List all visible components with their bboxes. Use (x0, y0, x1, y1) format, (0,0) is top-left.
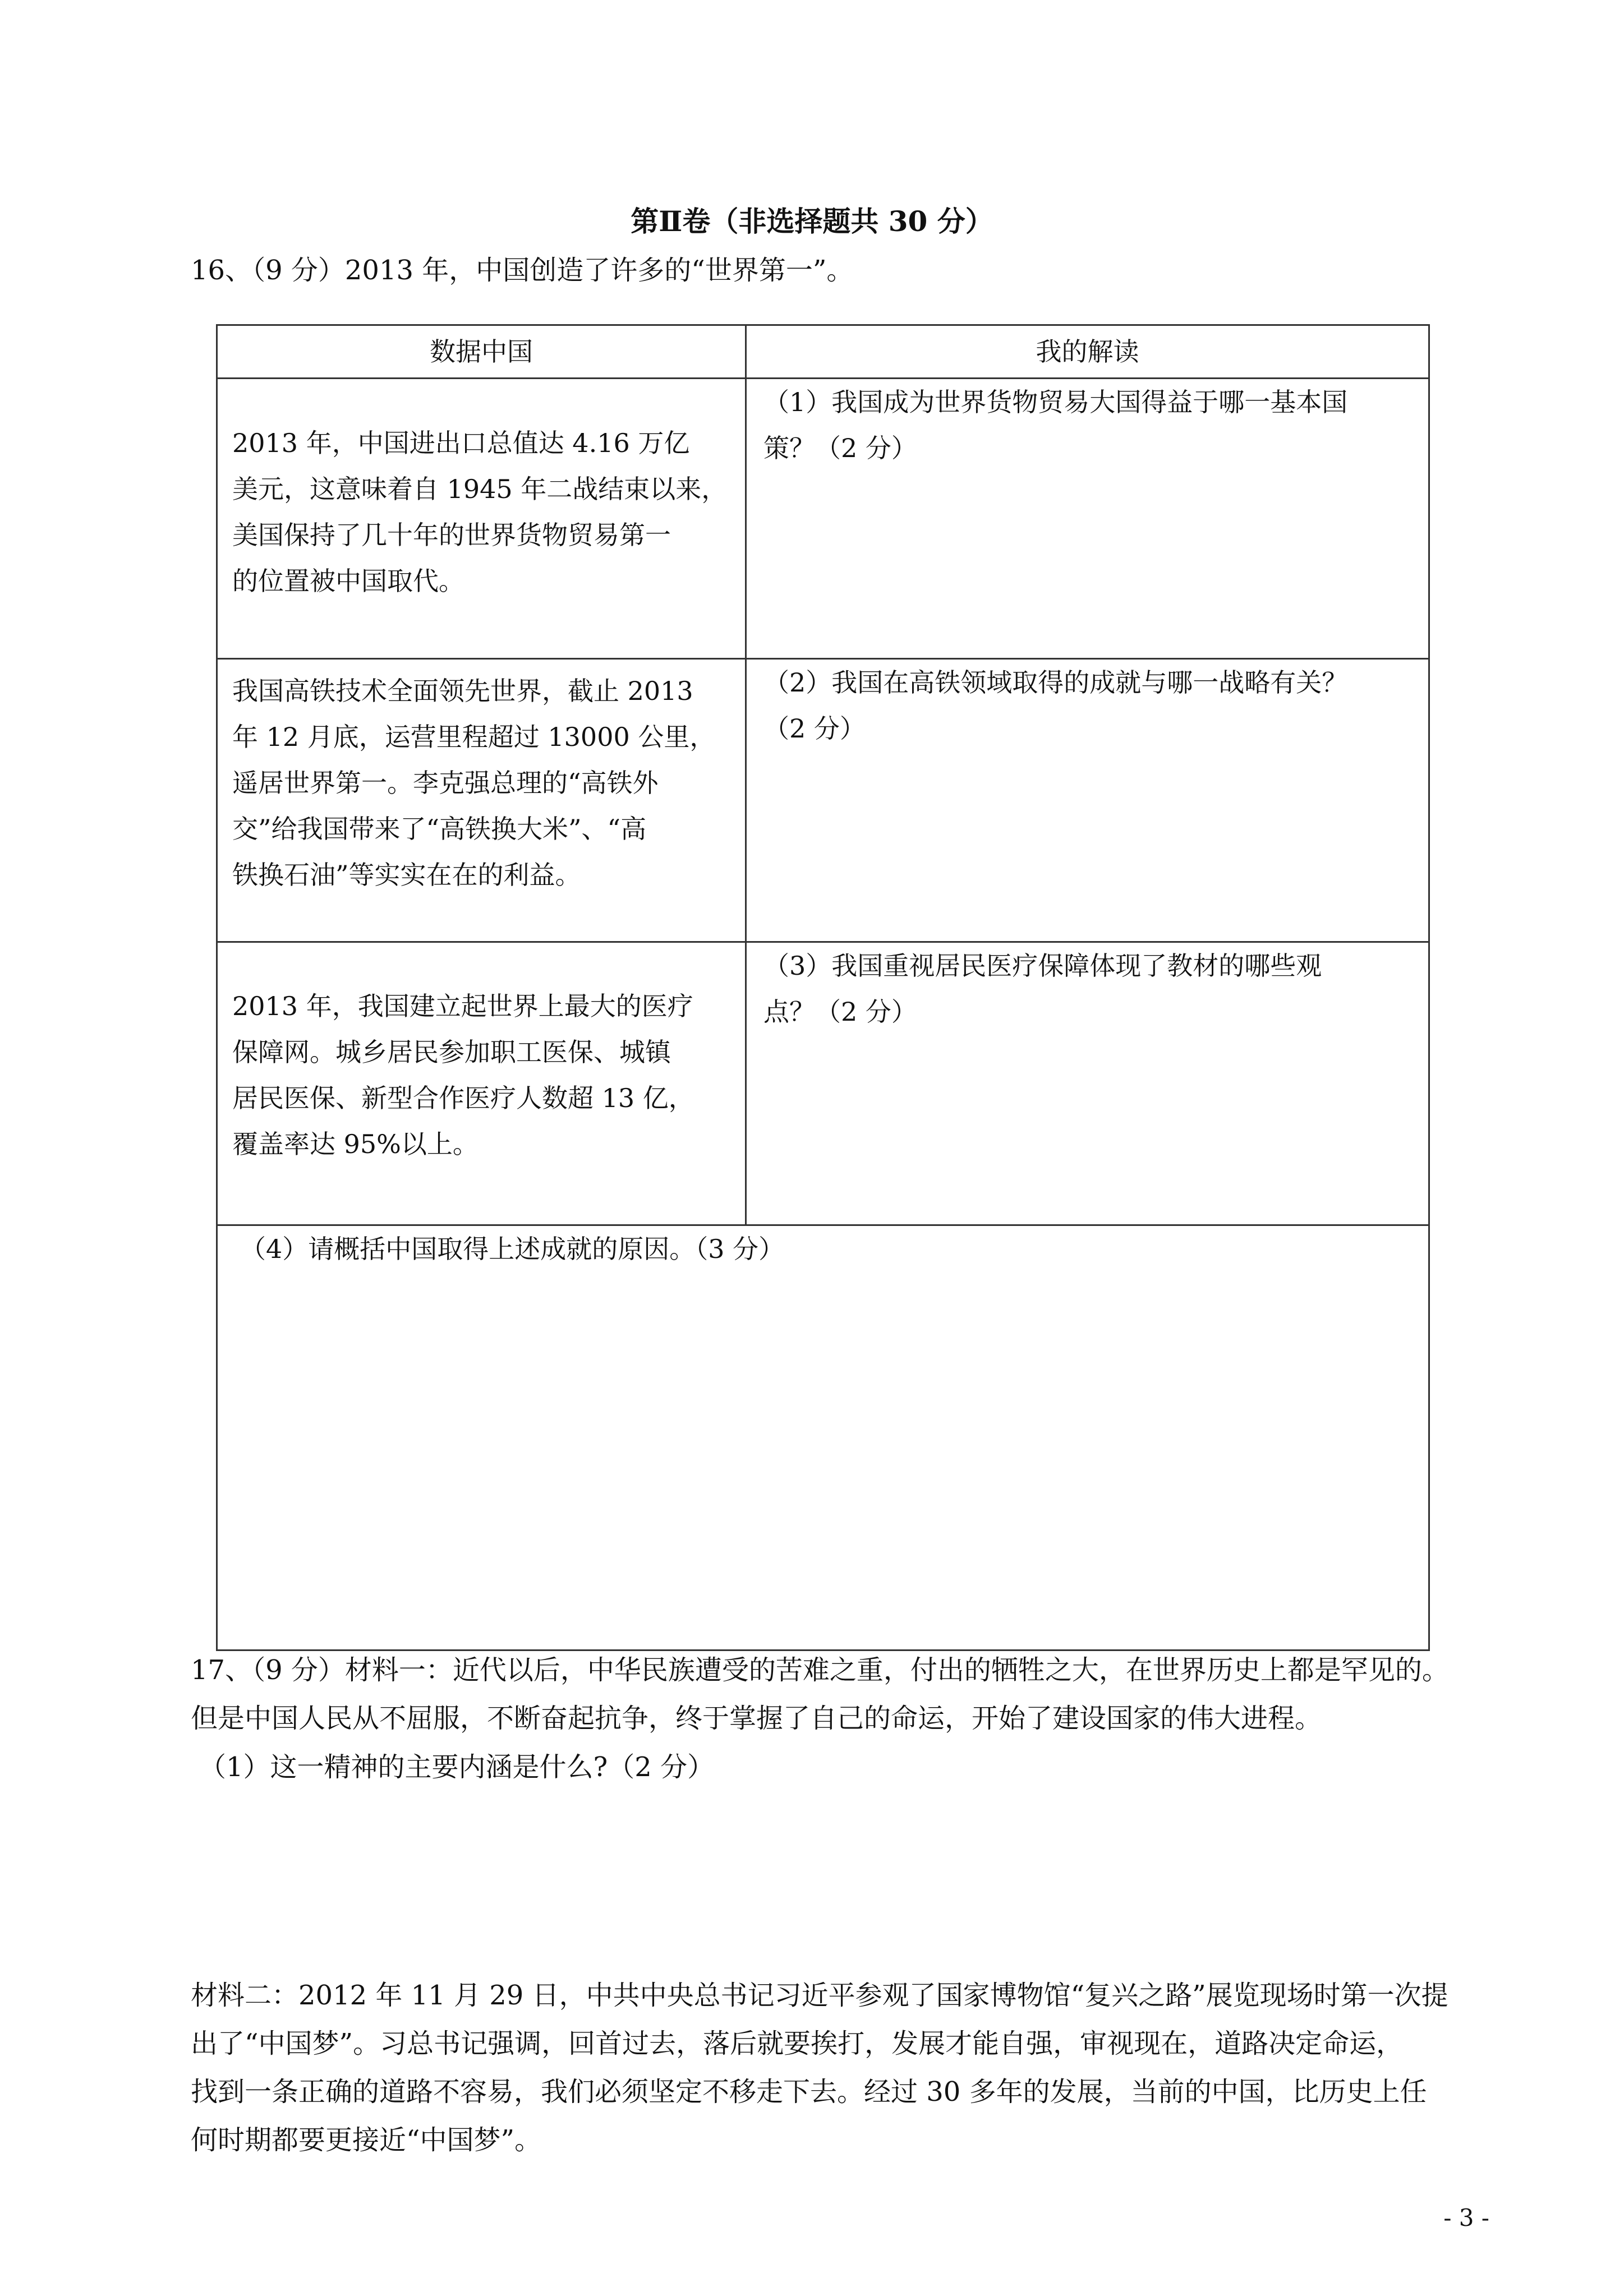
question-line: （2 分） (763, 713, 866, 744)
data-china-table (216, 324, 1430, 1651)
data-cell (217, 379, 746, 659)
material-two: 材料二：2012 年 11 月 29 日，中共中央总书记习近平参观了国家博物馆“复兴之路”展览现场时第一次提 (191, 1980, 1448, 2011)
data-line: 保障网。城乡居民参加职工医保、城镇 (232, 1037, 671, 1067)
material-two: 出了“中国梦”。习总书记强调，回首过去，落后就要挨打，发展才能自强，审视现在，道路决定命运， (191, 2028, 1404, 2059)
question-17-stem: 但是中国人民从不屈服，不断奋起抗争，终于掌握了自己的命运，开始了建设国家的伟大进程。 (191, 1703, 1322, 1734)
page-number: - 3 - (1443, 2204, 1489, 2232)
data-line: 遥居世界第一。李克强总理的“高铁外 (232, 768, 659, 798)
data-cell (217, 942, 746, 1225)
data-line: 居民医保、新型合作医疗人数超 13 亿， (232, 1083, 694, 1113)
answer-cell[interactable] (746, 942, 1429, 1225)
data-line: 我国高铁技术全面领先世界，截止 2013 (232, 676, 693, 706)
material-two: 何时期都要更接近“中国梦”。 (191, 2124, 542, 2156)
question-line: 策？（2 分） (763, 433, 917, 463)
question-line: 点？（2 分） (763, 997, 917, 1027)
data-line: 年 12 月底，运营里程超过 13000 公里， (232, 722, 716, 752)
answer-cell[interactable] (746, 659, 1429, 942)
data-line: 美国保持了几十年的世界货物贸易第一 (232, 520, 671, 550)
table-header-left: 数据中国 (217, 325, 746, 379)
question-17-stem: 17、（9 分）材料一：近代以后，中华民族遭受的苦难之重，付出的牺牲之大，在世界历史上都是罕见的。 (191, 1654, 1449, 1686)
summary-answer-cell[interactable] (217, 1225, 1429, 1650)
question-17-sub1: （1）这一精神的主要内涵是什么?（2 分） (199, 1751, 715, 1783)
data-line: 铁换石油”等实实在在的利益。 (232, 860, 581, 890)
data-line: 美元，这意味着自 1945 年二战结束以来， (232, 474, 728, 504)
question-line: （3）我国重视居民医疗保障体现了教材的哪些观 (763, 951, 1322, 981)
table-row (217, 942, 1429, 1225)
question-line: （1）我国成为世界货物贸易大国得益于哪一基本国 (763, 387, 1348, 417)
material-two: 找到一条正确的道路不容易，我们必须坚定不移走下去。经过 30 多年的发展，当前的中国，比历史上任 (191, 2076, 1427, 2108)
question-16-stem: 16、（9 分）2013 年，中国创造了许多的“世界第一”。 (191, 255, 854, 286)
data-line: 2013 年，中国进出口总值达 4.16 万亿 (232, 428, 690, 458)
data-line: 交”给我国带来了“高铁换大米”、“高 (232, 814, 647, 844)
section-title: 第Ⅱ卷（非选择题共 30 分） (631, 205, 993, 238)
data-line: 的位置被中国取代。 (232, 566, 464, 596)
data-line: 2013 年，我国建立起世界上最大的医疗 (232, 991, 693, 1021)
data-line: 覆盖率达 95%以上。 (232, 1129, 479, 1159)
table-row (217, 1225, 1429, 1650)
question-line: （2）我国在高铁领域取得的成就与哪一战略有关？ (763, 667, 1348, 698)
table-row (217, 659, 1429, 942)
answer-cell[interactable] (746, 379, 1429, 659)
data-cell (217, 659, 746, 942)
table-header-right: 我的解读 (746, 325, 1429, 379)
table-row (217, 379, 1429, 659)
question-line: （4）请概括中国取得上述成就的原因。（3 分） (240, 1234, 785, 1264)
